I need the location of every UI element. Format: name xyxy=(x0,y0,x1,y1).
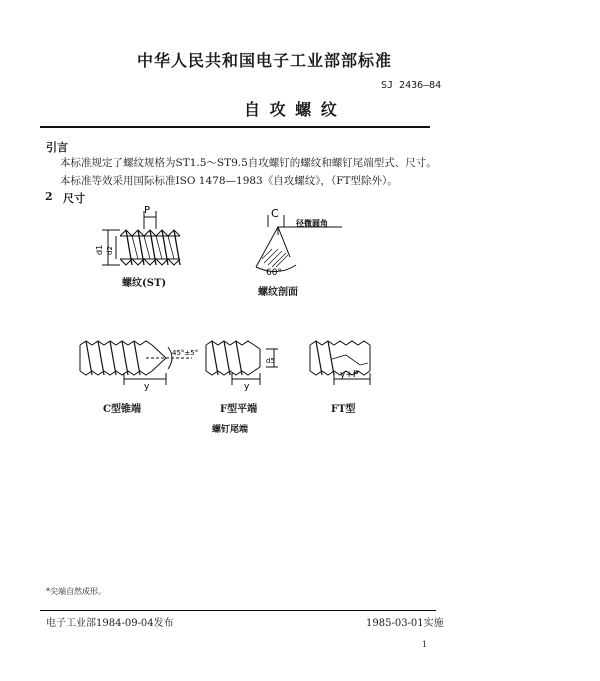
standard-number: SJ 2436—84 xyxy=(381,80,442,91)
footnote: *尖端自然成形。 xyxy=(46,587,106,596)
footer-rule xyxy=(40,610,436,611)
page-number: 1 xyxy=(422,640,428,649)
pitch-label: P xyxy=(144,205,151,216)
thread-caption: 螺纹(ST) xyxy=(122,278,167,289)
section-2-number: 2 xyxy=(45,190,53,203)
org-title: 中华人民共和国电子工业部部标准 xyxy=(137,51,393,70)
intro-paragraph-2: 本标准等效采用国际标准ISO 1478—1983《自攻螺纹》，（FT型除外）。 xyxy=(60,175,398,187)
ft-end-caption: FT型 xyxy=(331,404,356,415)
intro-heading: 引言 xyxy=(46,141,68,154)
c-type-end-figure xyxy=(76,335,212,393)
crest-width-label: C xyxy=(271,207,279,220)
ft-type-end-figure xyxy=(306,335,376,393)
c-end-caption: C型锥端 xyxy=(103,404,141,415)
intro-paragraph-1: 本标准规定了螺纹规格为ST1.5～ST9.5自攻螺钉的螺纹和螺钉尾端型式、尺寸。 xyxy=(60,157,437,169)
issue-date: 电子工业部1984-09-04发布 xyxy=(46,618,174,629)
screw-ends-caption: 螺钉尾端 xyxy=(212,425,249,435)
major-diameter-label: d1 xyxy=(95,244,104,255)
profile-caption: 螺纹剖面 xyxy=(258,287,298,298)
flank-angle-label: 60° xyxy=(266,268,282,278)
effective-date: 1985-03-01实施 xyxy=(366,618,444,629)
f-end-caption: F型平端 xyxy=(220,404,258,415)
f-end-diameter-label: d5 xyxy=(266,357,275,365)
c-end-angle-label: 45°±5° xyxy=(172,349,199,357)
ft-end-length-label: y+P xyxy=(340,370,359,380)
minor-diameter-label: d2 xyxy=(106,246,114,255)
f-end-length-label: y xyxy=(244,382,250,392)
c-end-length-label: y xyxy=(144,382,150,392)
section-2-heading: 尺寸 xyxy=(63,192,85,205)
header-rule xyxy=(40,126,430,128)
rounded-root-label: 径微圆角 xyxy=(296,219,328,228)
thread-profile-figure xyxy=(238,205,350,285)
f-type-end-figure xyxy=(202,335,284,393)
document-title: 自 攻 螺 纹 xyxy=(244,100,339,119)
